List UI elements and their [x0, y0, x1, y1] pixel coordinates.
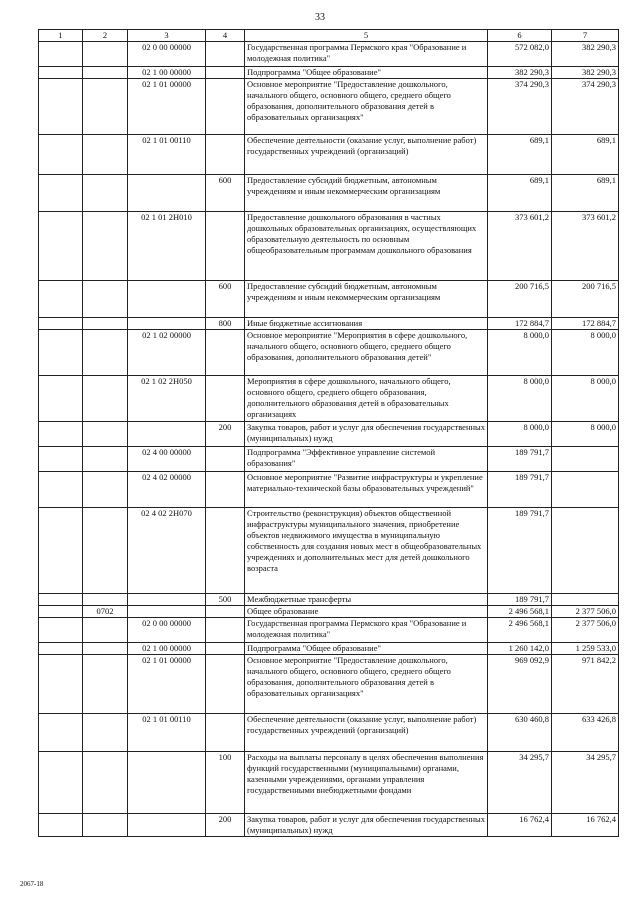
column-header: 5 [245, 30, 488, 42]
table-row [39, 376, 619, 422]
cell-amount-year2: 633 426,8 [552, 714, 619, 752]
cell-target-article [128, 752, 206, 814]
cell-target-article [128, 175, 206, 212]
cell-amount-year1: 34 295,7 [488, 752, 552, 814]
cell-subsection [83, 42, 128, 67]
cell-expense-type [206, 447, 245, 472]
cell-target-article: 02 1 01 2Н010 [128, 212, 206, 281]
cell-amount-year2: 971 842,2 [552, 655, 619, 714]
cell-target-article: 02 1 02 2Н050 [128, 376, 206, 422]
cell-subsection [83, 318, 128, 330]
table-row [39, 618, 619, 643]
cell-subsection [83, 79, 128, 135]
cell-subsection [83, 508, 128, 594]
cell-section [39, 175, 83, 212]
cell-description: Обеспечение деятельности (оказание услуг, выполнение работ) государственных учреждений (организаций) [245, 714, 488, 752]
cell-target-article: 02 0 00 00000 [128, 618, 206, 643]
cell-amount-year2: 172 884,7 [552, 318, 619, 330]
cell-target-article: 02 1 02 00000 [128, 330, 206, 376]
cell-amount-year2 [552, 508, 619, 594]
cell-amount-year2 [552, 447, 619, 472]
column-header: 4 [206, 30, 245, 42]
cell-subsection: 0702 [83, 606, 128, 618]
cell-amount-year2: 8 000,0 [552, 376, 619, 422]
cell-section [39, 472, 83, 508]
cell-expense-type [206, 330, 245, 376]
cell-subsection [83, 472, 128, 508]
cell-description: Предоставление субсидий бюджетным, автономным учреждениям и иным некоммерческим организациям [245, 281, 488, 318]
cell-section [39, 135, 83, 175]
cell-description: Государственная программа Пермского края "Образование и молодежная политика" [245, 42, 488, 67]
cell-section [39, 67, 83, 79]
cell-amount-year1: 2 496 568,1 [488, 606, 552, 618]
cell-subsection [83, 643, 128, 655]
cell-amount-year1: 16 762,4 [488, 814, 552, 837]
cell-description: Основное мероприятие "Мероприятия в сфере дошкольного, начального общего, основного общего, среднего общего образования, дополнительного образования детей" [245, 330, 488, 376]
cell-expense-type: 200 [206, 422, 245, 447]
budget-table [38, 29, 619, 837]
table-row [39, 67, 619, 79]
cell-section [39, 42, 83, 67]
cell-amount-year1: 200 716,5 [488, 281, 552, 318]
cell-subsection [83, 655, 128, 714]
cell-section [39, 643, 83, 655]
cell-amount-year1: 189 791,7 [488, 508, 552, 594]
column-header: 1 [39, 30, 83, 42]
table-row [39, 655, 619, 714]
cell-amount-year1: 689,1 [488, 175, 552, 212]
cell-description: Межбюджетные трансферты [245, 594, 488, 606]
cell-target-article [128, 318, 206, 330]
cell-subsection [83, 714, 128, 752]
cell-amount-year2: 689,1 [552, 135, 619, 175]
cell-description: Закупка товаров, работ и услуг для обеспечения государственных (муниципальных) нужд [245, 422, 488, 447]
cell-target-article: 02 1 01 00110 [128, 714, 206, 752]
cell-section [39, 422, 83, 447]
cell-target-article: 02 0 00 00000 [128, 42, 206, 67]
cell-section [39, 618, 83, 643]
cell-expense-type [206, 67, 245, 79]
cell-description: Расходы на выплаты персоналу в целях обеспечения выполнения функций государственными (муниципальными) органами, казенными учреждениями, органами управления государственными внебюджетными фондами [245, 752, 488, 814]
cell-section [39, 606, 83, 618]
cell-target-article: 02 4 00 00000 [128, 447, 206, 472]
cell-amount-year2: 2 377 506,0 [552, 606, 619, 618]
cell-amount-year2: 373 601,2 [552, 212, 619, 281]
cell-expense-type [206, 42, 245, 67]
cell-amount-year1: 172 884,7 [488, 318, 552, 330]
cell-expense-type [206, 135, 245, 175]
cell-target-article [128, 606, 206, 618]
cell-amount-year2: 689,1 [552, 175, 619, 212]
cell-section [39, 79, 83, 135]
table-row [39, 508, 619, 594]
cell-subsection [83, 618, 128, 643]
cell-expense-type: 800 [206, 318, 245, 330]
cell-target-article: 02 4 02 2Н070 [128, 508, 206, 594]
page-number: 33 [315, 12, 325, 23]
table-row [39, 606, 619, 618]
cell-target-article [128, 594, 206, 606]
cell-section [39, 655, 83, 714]
cell-section [39, 376, 83, 422]
cell-expense-type [206, 655, 245, 714]
table-row [39, 79, 619, 135]
cell-section [39, 281, 83, 318]
cell-expense-type: 600 [206, 175, 245, 212]
column-header: 3 [128, 30, 206, 42]
cell-amount-year1: 373 601,2 [488, 212, 552, 281]
cell-expense-type [206, 376, 245, 422]
cell-expense-type: 100 [206, 752, 245, 814]
cell-amount-year2: 16 762,4 [552, 814, 619, 837]
cell-target-article [128, 281, 206, 318]
cell-expense-type [206, 643, 245, 655]
table-row [39, 175, 619, 212]
cell-amount-year1: 374 290,3 [488, 79, 552, 135]
cell-subsection [83, 175, 128, 212]
cell-target-article [128, 422, 206, 447]
cell-subsection [83, 752, 128, 814]
document-code: 2067-18 [20, 880, 44, 888]
table-row [39, 135, 619, 175]
cell-expense-type [206, 472, 245, 508]
cell-target-article: 02 1 00 00000 [128, 67, 206, 79]
column-header: 6 [488, 30, 552, 42]
table-row [39, 281, 619, 318]
cell-expense-type [206, 606, 245, 618]
cell-subsection [83, 422, 128, 447]
cell-section [39, 752, 83, 814]
cell-amount-year1: 8 000,0 [488, 376, 552, 422]
cell-subsection [83, 447, 128, 472]
table-row [39, 318, 619, 330]
cell-description: Государственная программа Пермского края "Образование и молодежная политика" [245, 618, 488, 643]
cell-amount-year1: 969 092,9 [488, 655, 552, 714]
cell-target-article: 02 1 01 00110 [128, 135, 206, 175]
cell-amount-year1: 382 290,3 [488, 67, 552, 79]
table-row [39, 714, 619, 752]
cell-amount-year2: 382 290,3 [552, 67, 619, 79]
cell-expense-type [206, 618, 245, 643]
cell-amount-year2: 8 000,0 [552, 422, 619, 447]
cell-description: Строительство (реконструкция) объектов общественной инфраструктуры муниципального значения, приобретение объектов недвижимого имущества в муниципальную собственность для создания новых мест в общеобразовательных учреждениях и дополнительных мест для детей дошкольного возраста [245, 508, 488, 594]
cell-description: Подпрограмма "Эффективное управление системой образования" [245, 447, 488, 472]
cell-description: Подпрограмма "Общее образование" [245, 643, 488, 655]
cell-amount-year2: 200 716,5 [552, 281, 619, 318]
column-header: 7 [552, 30, 619, 42]
cell-amount-year2: 1 259 533,0 [552, 643, 619, 655]
cell-amount-year2: 374 290,3 [552, 79, 619, 135]
cell-amount-year2 [552, 594, 619, 606]
cell-amount-year1: 1 260 142,0 [488, 643, 552, 655]
cell-amount-year1: 689,1 [488, 135, 552, 175]
cell-subsection [83, 330, 128, 376]
cell-amount-year2: 382 290,3 [552, 42, 619, 67]
cell-target-article: 02 1 01 00000 [128, 655, 206, 714]
cell-description: Основное мероприятие "Развитие инфраструктуры и укрепление материально-технической базы образовательных учреждений" [245, 472, 488, 508]
cell-section [39, 212, 83, 281]
cell-subsection [83, 135, 128, 175]
cell-amount-year1: 630 460,8 [488, 714, 552, 752]
cell-expense-type: 200 [206, 814, 245, 837]
cell-amount-year1: 2 496 568,1 [488, 618, 552, 643]
cell-subsection [83, 281, 128, 318]
cell-description: Подпрограмма "Общее образование" [245, 67, 488, 79]
cell-amount-year1: 189 791,7 [488, 447, 552, 472]
cell-amount-year2: 2 377 506,0 [552, 618, 619, 643]
cell-expense-type [206, 212, 245, 281]
cell-section [39, 330, 83, 376]
table-row [39, 447, 619, 472]
cell-amount-year1: 572 082,0 [488, 42, 552, 67]
cell-expense-type: 500 [206, 594, 245, 606]
cell-description: Основное мероприятие "Предоставление дошкольного, начального общего, основного общего, среднего общего образования, дополнительного образования детей в образовательных организациях" [245, 79, 488, 135]
cell-target-article [128, 814, 206, 837]
cell-amount-year1: 189 791,7 [488, 472, 552, 508]
cell-description: Общее образование [245, 606, 488, 618]
cell-target-article: 02 1 00 00000 [128, 643, 206, 655]
cell-section [39, 594, 83, 606]
cell-amount-year2 [552, 472, 619, 508]
cell-expense-type [206, 79, 245, 135]
cell-subsection [83, 67, 128, 79]
cell-amount-year2: 34 295,7 [552, 752, 619, 814]
table-row [39, 42, 619, 67]
table-row [39, 212, 619, 281]
table-row [39, 643, 619, 655]
cell-section [39, 318, 83, 330]
cell-description: Основное мероприятие "Предоставление дошкольного, начального общего, основного общего, среднего общего образования, дополнительного образования детей в образовательных организациях" [245, 655, 488, 714]
cell-description: Предоставление дошкольного образования в частных дошкольных образовательных организациях, осуществляющих образовательную деятельность по основным общеобразовательным программам дошкольного образования [245, 212, 488, 281]
table-row [39, 752, 619, 814]
cell-expense-type: 600 [206, 281, 245, 318]
cell-section [39, 814, 83, 837]
column-number-row [39, 30, 619, 42]
cell-amount-year2: 8 000,0 [552, 330, 619, 376]
cell-subsection [83, 376, 128, 422]
cell-section [39, 447, 83, 472]
cell-subsection [83, 212, 128, 281]
cell-target-article: 02 4 02 00000 [128, 472, 206, 508]
cell-description: Закупка товаров, работ и услуг для обеспечения государственных (муниципальных) нужд [245, 814, 488, 837]
cell-subsection [83, 594, 128, 606]
cell-section [39, 508, 83, 594]
cell-target-article: 02 1 01 00000 [128, 79, 206, 135]
cell-amount-year1: 8 000,0 [488, 330, 552, 376]
cell-description: Иные бюджетные ассигнования [245, 318, 488, 330]
cell-description: Мероприятия в сфере дошкольного, начального общего, основного общего, среднего общего образования, дополнительного образования детей в образовательных организациях [245, 376, 488, 422]
table-row [39, 472, 619, 508]
cell-expense-type [206, 714, 245, 752]
cell-amount-year1: 8 000,0 [488, 422, 552, 447]
cell-description: Предоставление субсидий бюджетным, автономным учреждениям и иным некоммерческим организациям [245, 175, 488, 212]
cell-amount-year1: 189 791,7 [488, 594, 552, 606]
table-row [39, 594, 619, 606]
cell-section [39, 714, 83, 752]
cell-expense-type [206, 508, 245, 594]
cell-description: Обеспечение деятельности (оказание услуг, выполнение работ) государственных учреждений (организаций) [245, 135, 488, 175]
table-row [39, 330, 619, 376]
table-row [39, 814, 619, 837]
cell-subsection [83, 814, 128, 837]
column-header: 2 [83, 30, 128, 42]
table-row [39, 422, 619, 447]
